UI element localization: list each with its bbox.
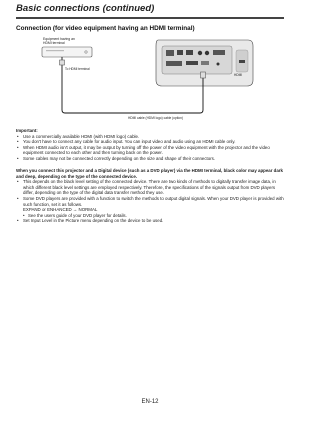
dvd-bullet-switch: • Some DVD players are provided with a function to switch the methods to output digital signals. When your DVD player is provided with such function, set it as follows. — [16, 196, 284, 207]
section-title: Connection (for video equipment having an HDMI terminal) — [16, 25, 195, 32]
dvd-bullet-input-level: • Set Input Level in the Picture menu depending on the device to be used. — [16, 218, 284, 224]
important-heading: Important: — [16, 128, 38, 133]
important-bullet: • You don't have to connect any cable for audio input. You can input video and audio using an HDMI cable only. — [16, 139, 284, 145]
important-notes — [16, 128, 284, 162]
to-hdmi-terminal-label: To HDMI terminal — [65, 67, 90, 71]
hdmi-cable-label: HDMI cable (HDMI logo) cable (option) — [128, 116, 183, 120]
dvd-bullet-black-level: • This depends on the black level setting of the connected device. There are two kinds of methods to digitally transfer image data, in which different black level settings are employed respectively. Therefore, the specifications of the signals output from DVD players differ, depending on the type of the digital data transfer method they use. — [16, 179, 284, 196]
header-bar — [0, 0, 300, 19]
page-header-title: Basic connections (continued) — [16, 3, 155, 14]
dvd-heading: When you connect this projector and a Digital device (such as a DVD player) via the HDMI terminal, black color may appear dark and deep, depending on the type of the connected device. — [16, 168, 283, 179]
important-bullet: • When HDMI audio isn't output, it may be output by turning off the power of the video equipment with the projector and the video equipment connected to each other and then turning back on the power. — [16, 145, 284, 156]
important-bullet: • Use a commercially available HDMI (with HDMI logo) cable. — [16, 134, 284, 140]
header-rule — [16, 17, 284, 19]
equipment-label-line1: Equipment having an — [43, 37, 75, 41]
page-number: EN-12 — [141, 399, 159, 405]
dvd-notes — [16, 168, 284, 224]
important-bullet: • Some cables may not be connected correctly depending on the size and shape of their connectors. — [16, 156, 284, 162]
dvd-setting-line: EXPAND or ENHANCED → NORMAL — [23, 207, 98, 213]
hdmi-equipment-illustration — [42, 37, 92, 57]
projector-illustration — [156, 40, 253, 86]
equipment-label-line2: HDMI terminal — [43, 41, 65, 45]
hdmi-port-label: HDMI — [234, 73, 243, 77]
connection-diagram — [40, 34, 256, 120]
dvd-subbullet: • See the users guide of your DVD player for details. — [16, 213, 284, 219]
